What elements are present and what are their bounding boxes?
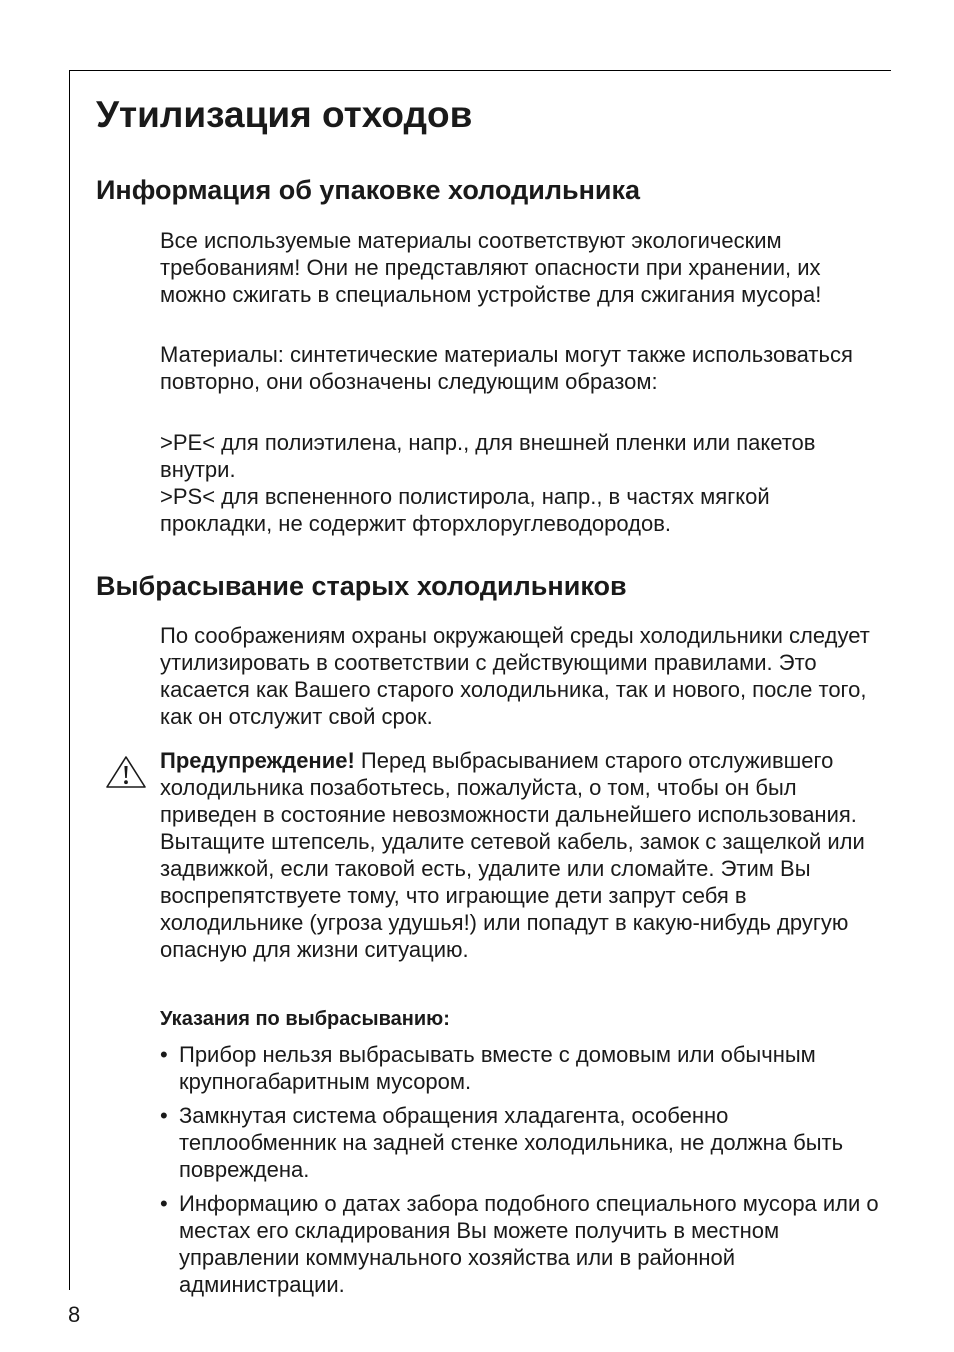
list-item-text: Прибор нельзя выбрасывать вместе с домовым или обычным крупногабаритным мусором. bbox=[179, 1042, 816, 1094]
bullet-icon: • bbox=[160, 1191, 168, 1216]
list-item bbox=[160, 1102, 880, 1183]
packaging-heading: Информация об упаковке холодильника bbox=[96, 175, 641, 205]
list-item bbox=[160, 1041, 880, 1095]
packaging-paragraph: Материалы: синтетические материалы могут также использоваться повторно, они обозначены следующим образом: bbox=[160, 342, 853, 394]
packaging-paragraph: Все используемые материалы соответствуют экологическим требованиям! Они не представляют опасности при хранении, их можно сжигать в специальном устройстве для сжигания мусора! bbox=[160, 228, 822, 307]
warning-label: Предупреждение! bbox=[160, 748, 355, 773]
instructions-heading: Указания по выбрасыванию: bbox=[160, 1008, 450, 1030]
packaging-pe-paragraph: >PE< для полиэтилена, напр., для внешней пленки или пакетов внутри. bbox=[160, 430, 816, 482]
disposal-intro: По соображениям охраны окружающей среды холодильники следует утилизировать в соответствии с действующими правилами. Это касается как Вашего старого холодильника, так и нового, после того, как он отслужит свой срок. bbox=[160, 623, 870, 729]
page-number: 8 bbox=[68, 1302, 81, 1327]
bullet-icon: • bbox=[160, 1042, 168, 1067]
top-rule bbox=[69, 70, 891, 71]
disposal-heading: Выбрасывание старых холодильников bbox=[96, 571, 627, 601]
left-rule bbox=[69, 70, 70, 1290]
list-item-text: Замкнутая система обращения хладагента, особенно теплообменник на задней стенке холодильника, не должна быть повреждена. bbox=[179, 1103, 844, 1182]
packaging-ps-paragraph: >PS< для вспененного полистирола, напр., в частях мягкой прокладки, не содержит фторхлоруглеводородов. bbox=[160, 484, 770, 536]
warning-paragraph bbox=[160, 747, 880, 963]
bullet-icon: • bbox=[160, 1103, 168, 1128]
page-title: Утилизация отходов bbox=[96, 94, 473, 135]
warning-text: Перед выбрасыванием старого отслужившего холодильника позаботьтесь, пожалуйста, о том, чтобы он был приведен в состояние невозможности дальнейшего использования. Вытащите штепсель, удалите сетевой кабель, замок с защелкой или задвижкой, если таковой есть, удалите или сломайте. Этим Вы воспрепятствуете тому, что играющие дети запрут себя в холодильнике (угроза удушья!) или попадут в какую-нибудь другую опасную для жизни ситуацию. bbox=[160, 748, 865, 962]
list-item-text: Информацию о датах забора подобного специального мусора или о местах его складирования Вы можете получить в местном управлении коммунального хозяйства или в районной администрации. bbox=[179, 1191, 879, 1297]
list-item bbox=[160, 1190, 880, 1298]
warning-triangle-icon bbox=[104, 754, 148, 790]
